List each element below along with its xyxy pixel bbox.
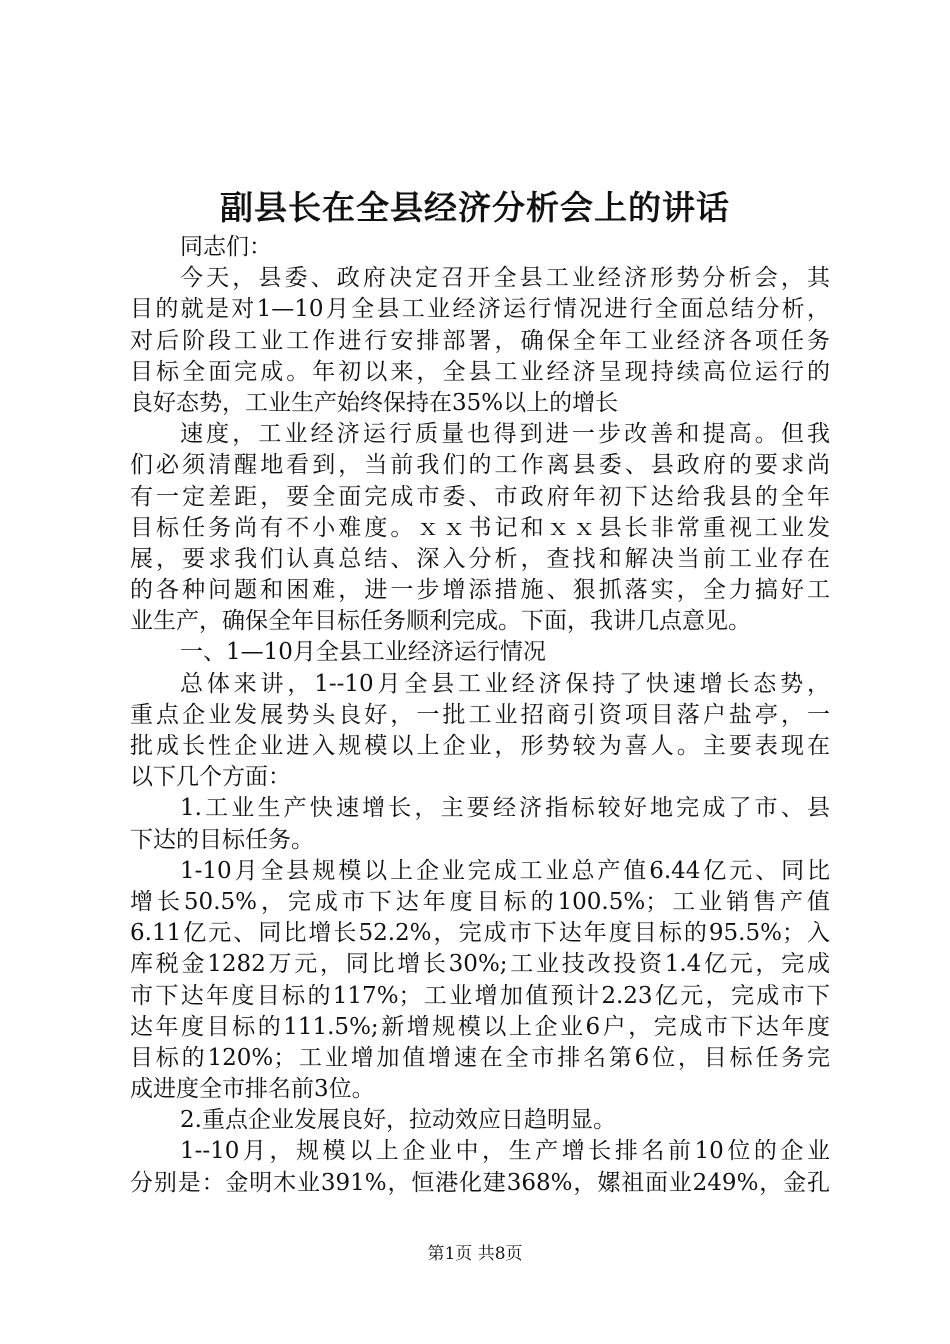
body-text-line: 库税金1282万元，同比增长30%;工业技改投资1.4亿元，完成 [130, 951, 830, 978]
body-text-line: 良好态势，工业生产始终保持在35%以上的增长 [130, 389, 619, 416]
body-text-line: 批成长性企业进入规模以上企业，形势较为喜人。主要表现在 [130, 733, 830, 759]
body-text-line: 目标任务尚有不小难度。ｘｘ书记和ｘｘ县长非常重视工业发 [130, 514, 830, 541]
body-text-line: 重点企业发展势头良好，一批工业招商引资项目落户盐亭，一 [130, 701, 830, 728]
document-title: 副县长在全县经济分析会上的讲话 [220, 188, 730, 227]
body-text-line: 业生产，确保全年目标任务顺利完成。下面，我讲几点意见。 [130, 608, 751, 635]
body-text-line: 的各种问题和困难，进一步增添措施、狠抓落实，全力搞好工 [130, 577, 830, 604]
body-text-line: 一、1—10月全县工业经济运行情况 [180, 639, 546, 666]
body-text-line: 市下达年度目标的117%；工业增加值预计2.23亿元，完成市下 [130, 982, 830, 1009]
body-text-line: 1--10月，规模以上企业中，生产增长排名前10位的企业 [180, 1138, 830, 1165]
body-text-line: 总体来讲，1--10月全县工业经济保持了快速增长态势， [180, 670, 830, 697]
body-text-line: 目标的120%；工业增加值增速在全市排名第6位，目标任务完 [130, 1044, 830, 1071]
page-footer: 第1页 共8页 [427, 1244, 523, 1264]
body-text-line: 同志们： [180, 234, 272, 260]
body-text-line: 达年度目标的111.5%;新增规模以上企业6户，完成市下达年度 [130, 1013, 830, 1040]
body-text-line: 下达的目标任务。 [130, 826, 314, 853]
body-text-line: 增长50.5%，完成市下达年度目标的100.5%；工业销售产值 [130, 888, 830, 915]
body-text-line: 2.重点企业发展良好，拉动效应日趋明显。 [180, 1107, 616, 1134]
body-text-line: 以下几个方面： [130, 764, 291, 791]
body-text-line: 们必须清醒地看到，当前我们的工作离县委、县政府的要求尚 [130, 452, 830, 479]
body-text-line: 目的就是对1—10月全县工业经济运行情况进行全面总结分析， [130, 296, 830, 323]
body-text-line: 今天，县委、政府决定召开全县工业经济形势分析会，其 [180, 265, 830, 292]
body-text-line: 有一定差距，要全面完成市委、市政府年初下达给我县的全年 [130, 483, 830, 510]
body-text-line: 1.工业生产快速增长，主要经济指标较好地完成了市、县 [180, 795, 830, 822]
body-text-line: 成进度全市排名前3位。 [130, 1076, 375, 1103]
body-text-line: 对后阶段工业工作进行安排部署，确保全年工业经济各项任务 [130, 327, 830, 354]
body-text-line: 速度，工业经济运行质量也得到进一步改善和提高。但我 [180, 421, 830, 448]
body-text-line: 1-10月全县规模以上企业完成工业总产值6.44亿元、同比 [180, 857, 830, 884]
body-text-line: 目标全面完成。年初以来，全县工业经济呈现持续高位运行的 [130, 358, 830, 385]
body-text-line: 展，要求我们认真总结、深入分析，查找和解决当前工业存在 [130, 545, 830, 572]
document-body [130, 232, 830, 1199]
body-text-line: 6.11亿元、同比增长52.2%，完成市下达年度目标的95.5%；入 [130, 920, 830, 947]
body-text-line: 分别是：金明木业391%，恒港化建368%，嫘祖面业249%，金孔 [130, 1169, 830, 1196]
